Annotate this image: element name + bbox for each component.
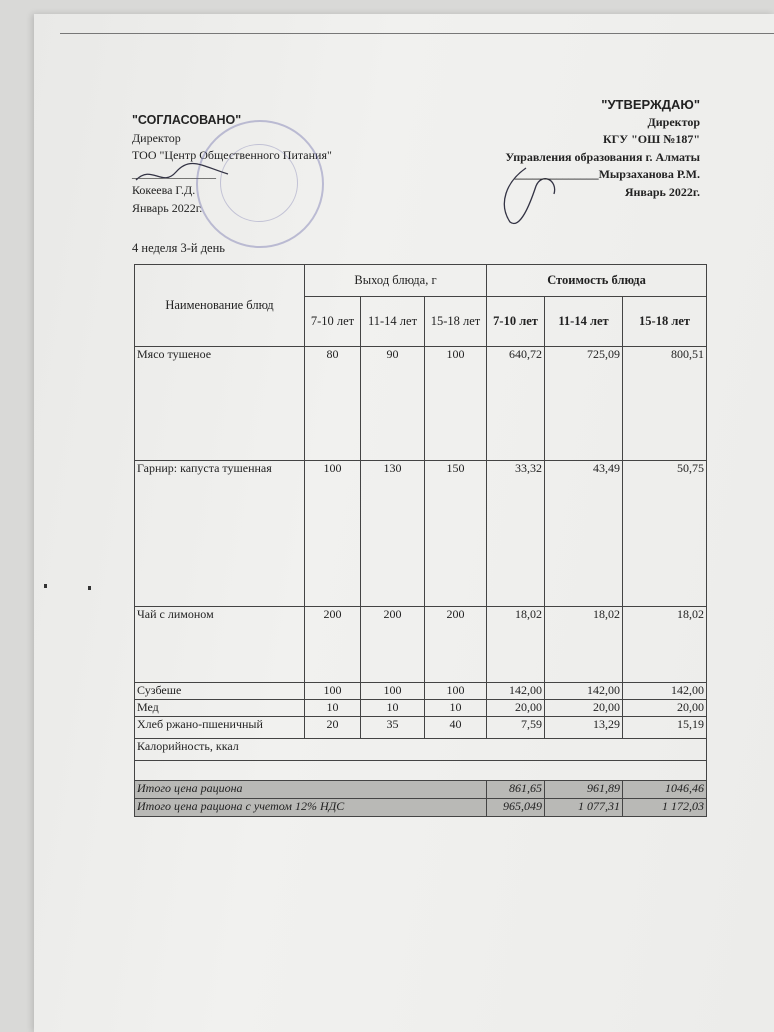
yield-value: 10 (425, 700, 487, 717)
yield-value: 100 (425, 683, 487, 700)
table-row (135, 607, 707, 683)
cost-value: 50,75 (623, 461, 707, 607)
yield-value: 150 (425, 461, 487, 607)
agreed-title: "СОГЛАСОВАНО" (132, 113, 242, 127)
agreed-role: Директор (132, 130, 181, 145)
approval-right-block (505, 96, 700, 201)
cost-value: 13,29 (545, 717, 623, 739)
total-vat-value: 1 077,31 (545, 799, 623, 817)
cost-age-1: 7-10 лет (487, 297, 545, 347)
cost-value: 640,72 (487, 347, 545, 461)
yield-value: 80 (305, 347, 361, 461)
cost-value: 20,00 (487, 700, 545, 717)
calories-row (135, 739, 707, 761)
table-row (135, 347, 707, 461)
yield-value: 35 (361, 717, 425, 739)
table-row (135, 717, 707, 739)
total-value: 961,89 (545, 781, 623, 799)
total-vat-value: 965,049 (487, 799, 545, 817)
cost-value: 142,00 (623, 683, 707, 700)
yield-value: 20 (305, 717, 361, 739)
dish-name: Чай с лимоном (135, 607, 305, 683)
table-row (135, 461, 707, 607)
yield-value: 90 (361, 347, 425, 461)
table-row (135, 700, 707, 717)
cost-value: 15,19 (623, 717, 707, 739)
cost-value: 18,02 (545, 607, 623, 683)
yield-value: 100 (305, 461, 361, 607)
top-rule (60, 33, 774, 34)
total-value: 861,65 (487, 781, 545, 799)
yield-age-3: 15-18 лет (425, 297, 487, 347)
yield-value: 10 (305, 700, 361, 717)
week-day-label: 4 неделя 3-й день (132, 241, 225, 255)
approved-name-line: ______________Мырзаханова Р.М. (514, 167, 700, 181)
total-label: Итого цена рациона (135, 781, 487, 799)
menu-table (134, 264, 707, 817)
agreed-date: Январь 2022г. (132, 200, 203, 215)
col-yield-group: Выход блюда, г (305, 265, 487, 297)
approved-date: Январь 2022г. (624, 184, 700, 199)
empty-row (135, 761, 707, 781)
cost-value: 20,00 (545, 700, 623, 717)
empty-cell (135, 761, 707, 781)
yield-value: 200 (425, 607, 487, 683)
approved-org: КГУ "ОШ №187" (602, 132, 700, 146)
dish-name: Сузбеше (135, 683, 305, 700)
dish-name: Гарнир: капуста тушенная (135, 461, 305, 607)
mark-dot (44, 584, 47, 588)
dish-name: Хлеб ржано-пшеничный (135, 717, 305, 739)
total-vat-value: 1 172,03 (623, 799, 707, 817)
col-dish-name: Наименование блюд (135, 265, 305, 347)
yield-value: 100 (425, 347, 487, 461)
col-cost-group: Стоимость блюда (487, 265, 707, 297)
total-value: 1046,46 (623, 781, 707, 799)
cost-value: 142,00 (487, 683, 545, 700)
cost-value: 43,49 (545, 461, 623, 607)
yield-value: 10 (361, 700, 425, 717)
cost-value: 800,51 (623, 347, 707, 461)
dish-name: Мясо тушеное (135, 347, 305, 461)
cost-age-2: 11-14 лет (545, 297, 623, 347)
header-row-top (135, 265, 707, 297)
yield-value: 200 (305, 607, 361, 683)
agreed-signature-line: ______________ (132, 165, 216, 180)
approved-dept: Управления образования г. Алматы (505, 149, 700, 164)
calories-label: Калорийность, ккал (135, 739, 707, 761)
cost-value: 18,02 (623, 607, 707, 683)
cost-value: 20,00 (623, 700, 707, 717)
total-row (135, 781, 707, 799)
yield-value: 130 (361, 461, 425, 607)
approved-role: Директор (647, 114, 700, 129)
mark-dot (88, 586, 91, 590)
agreed-name: Кокеева Г.Д. (132, 183, 196, 197)
cost-value: 18,02 (487, 607, 545, 683)
cost-age-3: 15-18 лет (623, 297, 707, 347)
dish-name: Мед (135, 700, 305, 717)
left-signature (132, 160, 232, 190)
yield-value: 40 (425, 717, 487, 739)
yield-age-2: 11-14 лет (361, 297, 425, 347)
cost-value: 33,32 (487, 461, 545, 607)
yield-value: 100 (305, 683, 361, 700)
yield-value: 100 (361, 683, 425, 700)
cost-value: 7,59 (487, 717, 545, 739)
yield-age-1: 7-10 лет (305, 297, 361, 347)
agreed-org: ТОО "Центр Общественного Питания" (132, 148, 332, 162)
approved-name: Мырзаханова Р.М. (598, 167, 700, 181)
total-vat-label: Итого цена рациона с учетом 12% НДС (135, 799, 487, 817)
approved-title: "УТВЕРЖДАЮ" (601, 97, 700, 112)
table-row (135, 683, 707, 700)
yield-value: 200 (361, 607, 425, 683)
cost-value: 725,09 (545, 347, 623, 461)
total-vat-row (135, 799, 707, 817)
cost-value: 142,00 (545, 683, 623, 700)
